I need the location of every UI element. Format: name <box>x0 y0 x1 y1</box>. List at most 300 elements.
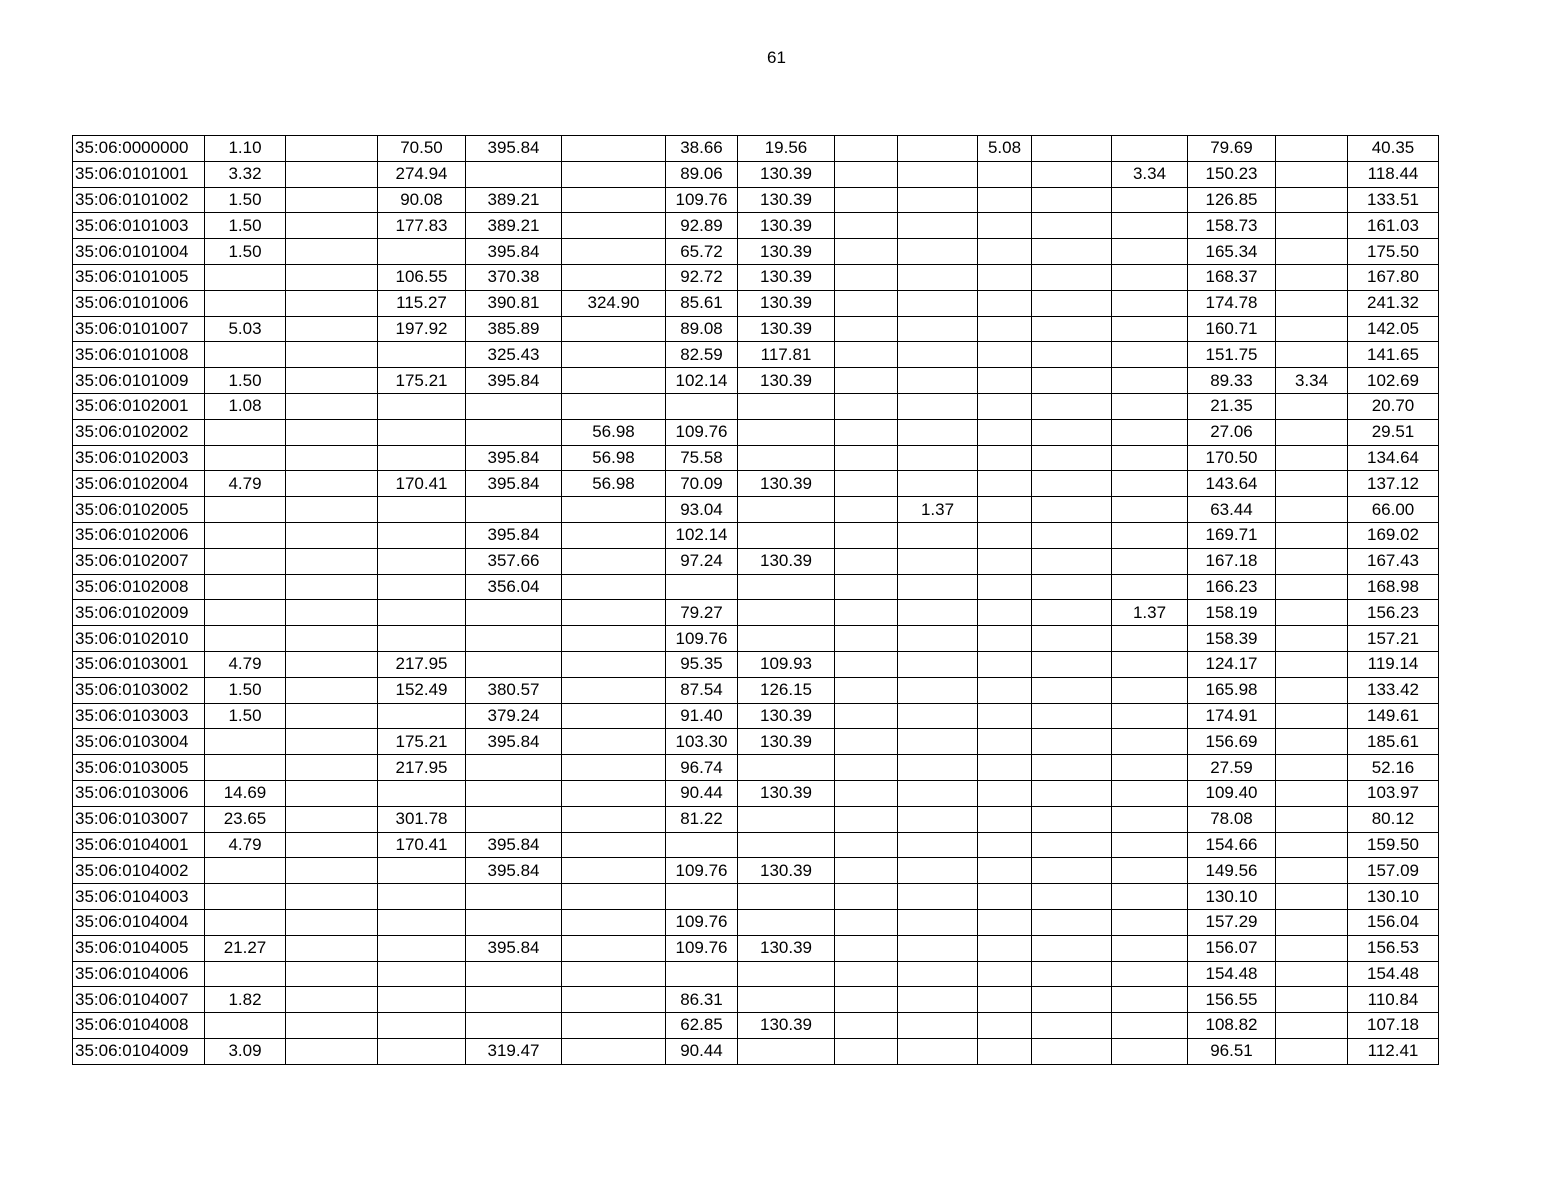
table-cell: 38.66 <box>666 136 738 162</box>
table-cell <box>205 729 286 755</box>
table-cell: 56.98 <box>562 445 666 471</box>
table-cell: 174.91 <box>1188 703 1276 729</box>
table-cell <box>1112 264 1188 290</box>
table-cell <box>978 368 1032 394</box>
table-cell <box>562 909 666 935</box>
table-cell <box>898 445 978 471</box>
table-cell <box>1276 548 1348 574</box>
table-cell: 130.39 <box>738 548 835 574</box>
table-cell <box>286 832 378 858</box>
table-cell <box>286 239 378 265</box>
table-cell <box>898 316 978 342</box>
table-cell: 5.08 <box>978 136 1032 162</box>
table-cell <box>1032 780 1112 806</box>
table-cell: 1.50 <box>205 703 286 729</box>
table-cell <box>898 755 978 781</box>
table-cell: 380.57 <box>466 677 562 703</box>
table-cell <box>286 419 378 445</box>
table-cell: 4.79 <box>205 471 286 497</box>
table-row <box>73 342 1439 368</box>
table-cell <box>978 884 1032 910</box>
table-cell <box>1032 729 1112 755</box>
table-cell <box>378 1038 466 1064</box>
table-cell: 154.48 <box>1188 961 1276 987</box>
table-cell <box>738 987 835 1013</box>
table-cell <box>378 600 466 626</box>
table-cell <box>205 858 286 884</box>
table-cell <box>205 961 286 987</box>
table-cell: 96.74 <box>666 755 738 781</box>
table-cell <box>898 213 978 239</box>
table-cell <box>898 1013 978 1039</box>
table-cell <box>898 522 978 548</box>
cadastral-number-cell: 35:06:0101008 <box>73 342 205 368</box>
table-cell <box>1112 935 1188 961</box>
table-cell: 130.39 <box>738 161 835 187</box>
table-cell <box>466 651 562 677</box>
table-cell: 274.94 <box>378 161 466 187</box>
table-cell <box>562 755 666 781</box>
table-cell: 157.21 <box>1348 626 1439 652</box>
table-cell <box>898 239 978 265</box>
table-cell: 170.41 <box>378 471 466 497</box>
table-cell <box>562 316 666 342</box>
table-cell <box>562 548 666 574</box>
table-cell: 29.51 <box>1348 419 1439 445</box>
table-cell <box>666 884 738 910</box>
table-cell: 157.09 <box>1348 858 1439 884</box>
table-cell <box>562 393 666 419</box>
table-cell <box>205 1013 286 1039</box>
table-row <box>73 806 1439 832</box>
table-cell <box>1276 419 1348 445</box>
table-cell <box>738 393 835 419</box>
table-cell: 154.66 <box>1188 832 1276 858</box>
table-cell <box>835 832 898 858</box>
table-cell <box>1032 806 1112 832</box>
table-cell: 130.39 <box>738 213 835 239</box>
table-cell <box>378 445 466 471</box>
table-cell <box>466 909 562 935</box>
table-cell <box>562 729 666 755</box>
table-cell: 130.39 <box>738 368 835 394</box>
cadastral-number-cell: 35:06:0103001 <box>73 651 205 677</box>
table-cell <box>835 264 898 290</box>
table-cell <box>835 987 898 1013</box>
table-cell: 174.78 <box>1188 290 1276 316</box>
table-cell <box>562 522 666 548</box>
table-cell <box>978 342 1032 368</box>
table-cell <box>738 419 835 445</box>
table-cell <box>205 290 286 316</box>
table-cell <box>378 909 466 935</box>
table-row <box>73 600 1439 626</box>
table-row <box>73 677 1439 703</box>
table-cell <box>286 600 378 626</box>
table-cell: 109.76 <box>666 187 738 213</box>
table-cell: 156.53 <box>1348 935 1439 961</box>
table-cell <box>1112 393 1188 419</box>
table-cell: 1.50 <box>205 213 286 239</box>
table-cell <box>835 780 898 806</box>
table-cell <box>738 884 835 910</box>
table-cell: 130.39 <box>738 935 835 961</box>
table-cell <box>1276 136 1348 162</box>
table-cell <box>1276 187 1348 213</box>
table-cell <box>1112 987 1188 1013</box>
table-cell <box>978 497 1032 523</box>
table-cell: 395.84 <box>466 136 562 162</box>
table-cell <box>898 471 978 497</box>
table-cell <box>205 600 286 626</box>
table-cell <box>978 239 1032 265</box>
table-cell: 78.08 <box>1188 806 1276 832</box>
table-cell: 115.27 <box>378 290 466 316</box>
table-cell: 108.82 <box>1188 1013 1276 1039</box>
table-cell: 130.10 <box>1348 884 1439 910</box>
table-cell <box>378 548 466 574</box>
table-cell <box>378 342 466 368</box>
table-cell <box>738 832 835 858</box>
table-cell: 169.02 <box>1348 522 1439 548</box>
table-row <box>73 497 1439 523</box>
table-cell: 395.84 <box>466 832 562 858</box>
cadastral-number-cell: 35:06:0103006 <box>73 780 205 806</box>
table-cell <box>562 497 666 523</box>
table-cell <box>562 806 666 832</box>
table-cell <box>286 471 378 497</box>
table-cell: 82.59 <box>666 342 738 368</box>
table-cell <box>1276 342 1348 368</box>
table-cell: 170.50 <box>1188 445 1276 471</box>
cadastral-number-cell: 35:06:0102004 <box>73 471 205 497</box>
table-cell: 85.61 <box>666 290 738 316</box>
table-cell: 117.81 <box>738 342 835 368</box>
table-cell <box>738 626 835 652</box>
table-cell: 109.76 <box>666 935 738 961</box>
table-cell <box>562 780 666 806</box>
table-cell <box>562 342 666 368</box>
table-cell <box>738 445 835 471</box>
table-cell <box>666 832 738 858</box>
table-cell <box>978 419 1032 445</box>
table-cell <box>978 445 1032 471</box>
table-cell: 66.00 <box>1348 497 1439 523</box>
table-cell: 167.43 <box>1348 548 1439 574</box>
table-cell <box>562 935 666 961</box>
table-cell: 130.39 <box>738 187 835 213</box>
table-cell <box>835 187 898 213</box>
table-cell <box>562 987 666 1013</box>
table-cell <box>1276 780 1348 806</box>
table-cell <box>898 419 978 445</box>
table-cell: 89.33 <box>1188 368 1276 394</box>
table-cell <box>466 161 562 187</box>
table-cell: 109.40 <box>1188 780 1276 806</box>
table-cell <box>1112 1038 1188 1064</box>
table-cell: 106.55 <box>378 264 466 290</box>
table-cell <box>898 161 978 187</box>
table-cell <box>1276 445 1348 471</box>
table-cell: 109.76 <box>666 858 738 884</box>
table-cell <box>562 264 666 290</box>
table-cell: 319.47 <box>466 1038 562 1064</box>
table-cell: 90.44 <box>666 780 738 806</box>
table-row <box>73 987 1439 1013</box>
table-cell <box>1032 987 1112 1013</box>
table-cell: 395.84 <box>466 729 562 755</box>
cadastral-number-cell: 35:06:0104006 <box>73 961 205 987</box>
table-cell <box>286 755 378 781</box>
table-cell <box>1112 703 1188 729</box>
table-cell <box>835 393 898 419</box>
table-row <box>73 755 1439 781</box>
table-cell <box>978 987 1032 1013</box>
table-cell <box>378 497 466 523</box>
table-cell <box>898 187 978 213</box>
table-cell: 56.98 <box>562 419 666 445</box>
table-cell: 134.64 <box>1348 445 1439 471</box>
table-cell: 142.05 <box>1348 316 1439 342</box>
cadastral-number-cell: 35:06:0104009 <box>73 1038 205 1064</box>
table-cell <box>898 626 978 652</box>
table-cell <box>286 1038 378 1064</box>
table-row <box>73 626 1439 652</box>
table-cell <box>978 1038 1032 1064</box>
table-cell <box>835 703 898 729</box>
table-cell: 79.27 <box>666 600 738 626</box>
table-cell: 96.51 <box>1188 1038 1276 1064</box>
table-cell <box>378 419 466 445</box>
table-cell <box>1032 187 1112 213</box>
table-cell <box>898 987 978 1013</box>
table-cell <box>562 626 666 652</box>
table-row <box>73 935 1439 961</box>
table-cell <box>835 136 898 162</box>
table-cell <box>835 858 898 884</box>
table-cell <box>1032 574 1112 600</box>
table-cell: 149.56 <box>1188 858 1276 884</box>
table-cell <box>1276 316 1348 342</box>
table-cell <box>738 1038 835 1064</box>
table-cell <box>1112 780 1188 806</box>
table-cell <box>1112 522 1188 548</box>
table-row <box>73 548 1439 574</box>
table-cell: 167.80 <box>1348 264 1439 290</box>
table-cell: 86.31 <box>666 987 738 1013</box>
table-cell: 130.39 <box>738 780 835 806</box>
table-cell: 56.98 <box>562 471 666 497</box>
table-cell: 217.95 <box>378 755 466 781</box>
table-cell: 130.39 <box>738 264 835 290</box>
table-cell: 137.12 <box>1348 471 1439 497</box>
table-cell <box>1032 213 1112 239</box>
table-cell <box>1112 239 1188 265</box>
table-cell: 124.17 <box>1188 651 1276 677</box>
table-cell <box>1032 342 1112 368</box>
table-cell <box>1032 884 1112 910</box>
table-cell: 87.54 <box>666 677 738 703</box>
table-cell <box>205 264 286 290</box>
cadastral-number-cell: 35:06:0104001 <box>73 832 205 858</box>
table-cell: 93.04 <box>666 497 738 523</box>
table-cell <box>1032 161 1112 187</box>
table-cell: 185.61 <box>1348 729 1439 755</box>
table-cell <box>1032 1013 1112 1039</box>
table-cell <box>1112 187 1188 213</box>
table-cell <box>1276 626 1348 652</box>
table-cell: 27.59 <box>1188 755 1276 781</box>
table-cell: 102.14 <box>666 522 738 548</box>
table-cell <box>286 368 378 394</box>
table-cell: 152.49 <box>378 677 466 703</box>
table-cell <box>1032 522 1112 548</box>
table-cell <box>1112 419 1188 445</box>
cadastral-number-cell: 35:06:0102005 <box>73 497 205 523</box>
table-cell <box>286 393 378 419</box>
table-cell <box>1112 574 1188 600</box>
table-cell: 119.14 <box>1348 651 1439 677</box>
table-cell <box>738 522 835 548</box>
page-number: 61 <box>767 48 786 67</box>
table-row <box>73 419 1439 445</box>
table-cell <box>378 961 466 987</box>
table-cell <box>1032 703 1112 729</box>
table-cell <box>1032 239 1112 265</box>
table-cell: 81.22 <box>666 806 738 832</box>
table-row <box>73 393 1439 419</box>
table-cell <box>978 626 1032 652</box>
table-cell: 109.76 <box>666 626 738 652</box>
table-cell <box>1276 1038 1348 1064</box>
cadastral-number-cell: 35:06:0101004 <box>73 239 205 265</box>
table-cell <box>1112 471 1188 497</box>
table-cell <box>835 161 898 187</box>
table-cell <box>1032 651 1112 677</box>
table-cell: 52.16 <box>1348 755 1439 781</box>
table-cell <box>562 161 666 187</box>
cadastral-number-cell: 35:06:0102003 <box>73 445 205 471</box>
table-cell <box>978 548 1032 574</box>
table-cell <box>205 755 286 781</box>
table-cell <box>378 574 466 600</box>
table-cell <box>1276 651 1348 677</box>
table-cell <box>978 961 1032 987</box>
data-table <box>72 135 1439 1065</box>
table-cell: 156.55 <box>1188 987 1276 1013</box>
table-cell <box>898 651 978 677</box>
table-cell <box>466 780 562 806</box>
table-cell: 4.79 <box>205 651 286 677</box>
table-cell: 97.24 <box>666 548 738 574</box>
table-cell <box>1032 264 1112 290</box>
table-cell <box>1032 368 1112 394</box>
table-cell <box>898 574 978 600</box>
table-cell <box>738 755 835 781</box>
cadastral-number-cell: 35:06:0101001 <box>73 161 205 187</box>
table-cell <box>1276 884 1348 910</box>
table-cell <box>835 909 898 935</box>
table-row <box>73 574 1439 600</box>
table-cell: 118.44 <box>1348 161 1439 187</box>
table-cell: 157.29 <box>1188 909 1276 935</box>
table-cell <box>1276 574 1348 600</box>
table-row <box>73 1038 1439 1064</box>
table-cell <box>1276 909 1348 935</box>
table-cell: 154.48 <box>1348 961 1439 987</box>
table-cell <box>1276 290 1348 316</box>
cadastral-number-cell: 35:06:0102002 <box>73 419 205 445</box>
table-cell <box>1276 471 1348 497</box>
table-cell <box>286 935 378 961</box>
table-cell: 1.37 <box>1112 600 1188 626</box>
table-cell: 90.44 <box>666 1038 738 1064</box>
table-cell: 5.03 <box>205 316 286 342</box>
table-cell: 133.51 <box>1348 187 1439 213</box>
table-cell <box>835 1038 898 1064</box>
table-cell <box>205 626 286 652</box>
table-cell: 110.84 <box>1348 987 1439 1013</box>
table-cell <box>1112 290 1188 316</box>
table-cell: 27.06 <box>1188 419 1276 445</box>
table-row <box>73 445 1439 471</box>
table-cell: 168.37 <box>1188 264 1276 290</box>
table-cell: 395.84 <box>466 445 562 471</box>
table-cell <box>562 832 666 858</box>
table-cell <box>1276 987 1348 1013</box>
table-cell: 103.30 <box>666 729 738 755</box>
table-cell: 3.09 <box>205 1038 286 1064</box>
table-cell: 1.08 <box>205 393 286 419</box>
table-cell: 395.84 <box>466 522 562 548</box>
table-cell <box>1276 600 1348 626</box>
table-cell: 130.39 <box>738 471 835 497</box>
table-cell: 91.40 <box>666 703 738 729</box>
table-cell <box>666 393 738 419</box>
table-cell <box>1032 935 1112 961</box>
table-cell <box>1112 316 1188 342</box>
table-cell <box>205 548 286 574</box>
table-cell: 14.69 <box>205 780 286 806</box>
table-cell <box>205 574 286 600</box>
table-cell <box>562 239 666 265</box>
table-cell: 95.35 <box>666 651 738 677</box>
table-cell: 395.84 <box>466 935 562 961</box>
table-cell <box>205 445 286 471</box>
table-row <box>73 832 1439 858</box>
table-cell <box>898 806 978 832</box>
table-cell <box>466 987 562 1013</box>
table-cell: 62.85 <box>666 1013 738 1039</box>
table-cell <box>978 187 1032 213</box>
table-cell <box>1276 497 1348 523</box>
table-cell <box>835 290 898 316</box>
table-cell <box>978 729 1032 755</box>
table-cell: 165.34 <box>1188 239 1276 265</box>
table-cell <box>898 368 978 394</box>
table-cell <box>286 729 378 755</box>
table-cell <box>898 832 978 858</box>
table-cell: 40.35 <box>1348 136 1439 162</box>
table-cell <box>835 935 898 961</box>
table-cell <box>1112 961 1188 987</box>
table-cell <box>898 677 978 703</box>
table-cell <box>835 419 898 445</box>
table-cell <box>562 574 666 600</box>
table-cell <box>1276 264 1348 290</box>
table-cell <box>562 187 666 213</box>
table-cell: 385.89 <box>466 316 562 342</box>
